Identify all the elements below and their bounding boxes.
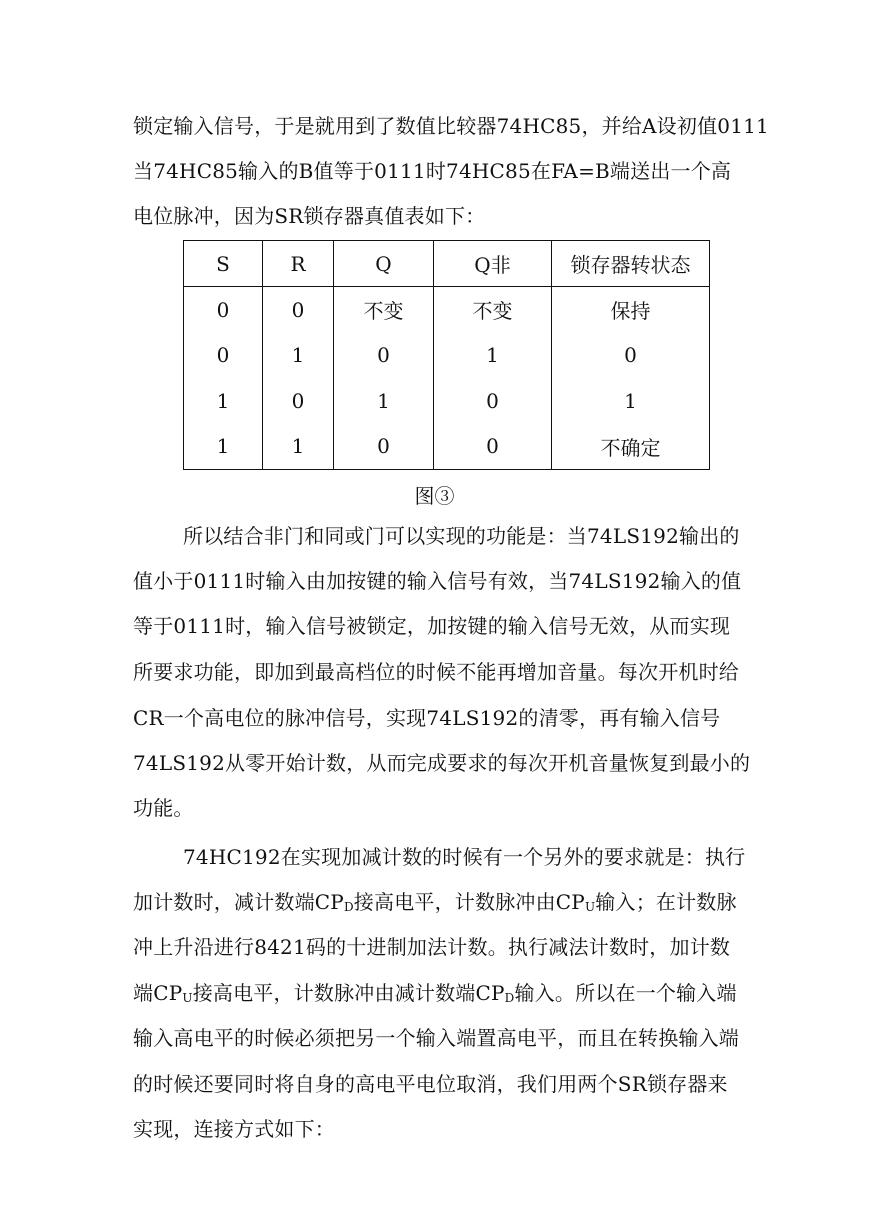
text-line [133, 981, 743, 1010]
text-line: 当74HC85输入的B值等于0111时74HC85在FA=B端送出一个高 [133, 159, 732, 183]
subscript-d: D [343, 900, 354, 914]
subscript-u: U [584, 900, 596, 914]
table-cell: 0 [184, 333, 263, 379]
text-line: 值小于0111时输入由加按键的输入信号有效，当74LS192输入的值 [133, 569, 742, 593]
table-cell: 不确定 [552, 424, 710, 470]
table-header-row [184, 241, 710, 287]
figure-caption: 图③ [414, 484, 455, 508]
text-run: 端CP [133, 981, 183, 1005]
text-line: 电位脉冲，因为SR锁存器真值表如下： [133, 204, 486, 228]
text-run: 输入；在计数脉 [595, 890, 737, 914]
table-cell: 0 [434, 378, 552, 424]
table-row [184, 378, 710, 424]
table-cell: 0 [263, 378, 334, 424]
table-cell: 0 [334, 424, 434, 470]
table-cell: 不变 [334, 287, 434, 333]
text-line: 锁定输入信号，于是就用到了数值比较器74HC85，并给A设初值0111 [133, 114, 769, 138]
table-cell: 0 [184, 287, 263, 333]
table-row [184, 424, 710, 470]
header-cell-r: R [263, 241, 334, 287]
text-run: 加计数时，减计数端CP [133, 890, 344, 914]
text-run: 接高电平，计数脉冲由CP [353, 890, 585, 914]
text-line: 输入高电平的时候必须把另一个输入端置高电平，而且在转换输入端 [133, 1026, 739, 1050]
table-cell: 0 [263, 287, 334, 333]
text-run: 输入。所以在一个输入端 [514, 981, 737, 1005]
sr-latch-truth-table [183, 240, 710, 470]
text-line: CR一个高电位的脉冲信号，实现74LS192的清零，再有输入信号 [133, 706, 721, 730]
table-cell: 1 [334, 378, 434, 424]
text-line: 冲上升沿进行8421码的十进制加法计数。执行减法计数时，加计数 [133, 935, 731, 959]
text-line: 等于0111时，输入信号被锁定，加按键的输入信号无效，从而实现 [133, 614, 731, 638]
text-line: 所以结合非门和同或门可以实现的功能是：当74LS192输出的 [183, 524, 740, 548]
table-cell: 不变 [434, 287, 552, 333]
text-line: 74LS192从零开始计数，从而完成要求的每次开机音量恢复到最小的 [133, 751, 751, 775]
text-line: 74HC192在实现加减计数的时候有一个另外的要求就是：执行 [183, 845, 746, 869]
text-line: 所要求功能，即加到最高档位的时候不能再增加音量。每次开机时给 [133, 660, 739, 684]
text-line [133, 890, 743, 919]
text-run: 接高电平，计数脉冲由减计数端CP [192, 981, 505, 1005]
table-cell: 1 [263, 333, 334, 379]
table-row [184, 287, 710, 333]
table-cell: 1 [184, 424, 263, 470]
header-cell-q-not: Q非 [434, 241, 552, 287]
text-line: 的时候还要同时将自身的高电平电位取消，我们用两个SR锁存器来 [133, 1072, 728, 1096]
table-cell: 1 [434, 333, 552, 379]
header-cell-q: Q [334, 241, 434, 287]
table-cell: 0 [434, 424, 552, 470]
header-cell-latch-state: 锁存器转状态 [552, 241, 710, 287]
table-cell: 1 [184, 378, 263, 424]
table-row [184, 333, 710, 379]
table-cell: 0 [552, 333, 710, 379]
subscript-u: U [182, 991, 193, 1005]
header-cell-s: S [184, 241, 263, 287]
text-line: 功能。 [133, 796, 194, 820]
table-cell: 0 [334, 333, 434, 379]
table-cell: 保持 [552, 287, 710, 333]
table-cell: 1 [263, 424, 334, 470]
table-cell: 1 [552, 378, 710, 424]
text-line: 实现，连接方式如下： [133, 1117, 335, 1141]
subscript-d: D [504, 991, 515, 1005]
